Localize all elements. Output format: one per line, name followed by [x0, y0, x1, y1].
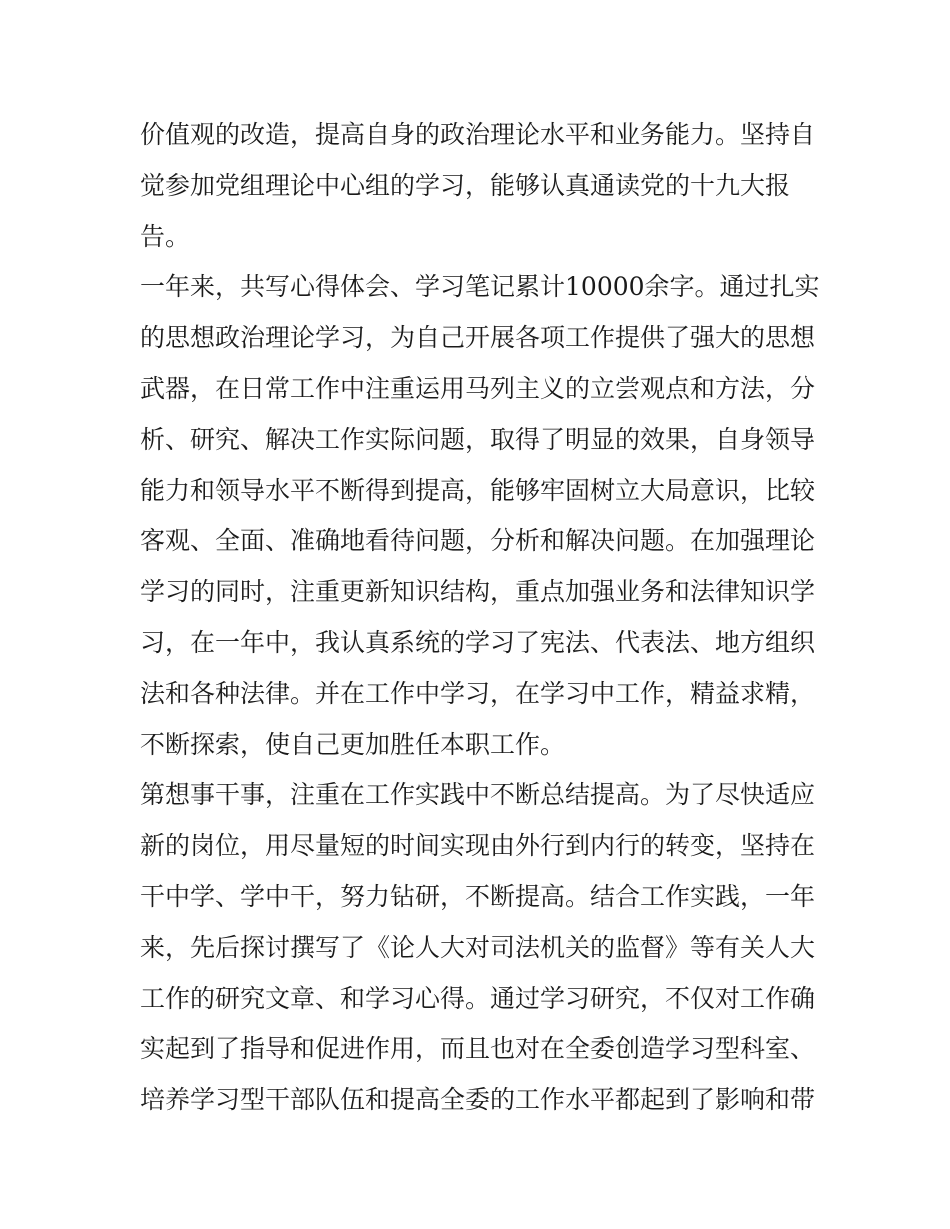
text-line: 第想事干事，注重在工作实践中不断总结提高。为了尽快适应 [140, 780, 816, 810]
text-line: 觉参加党组理论中心组的学习，能够认真通读党的十九大报 [140, 170, 791, 200]
text-line: 法和各种法律。并在工作中学习，在学习中工作，精益求精， [140, 678, 816, 708]
text-line: 培养学习型干部队伍和提高全委的工作水平都起到了影响和带 [140, 1085, 816, 1115]
text-line: 客观、全面、准确地看待问题，分析和解决问题。在加强理论 [140, 526, 816, 556]
body-text [140, 110, 820, 1126]
text-line: 新的岗位，用尽量短的时间实现由外行到内行的转变，坚持在 [140, 831, 816, 861]
text-line: 习，在一年中，我认真系统的学习了宪法、代表法、地方组织 [140, 627, 816, 657]
text-line: 实起到了指导和促进作用，而且也对在全委创造学习型科室、 [140, 1034, 816, 1064]
text-line: 不断探索，使自己更加胜任本职工作。 [140, 729, 566, 759]
text-line: 武器，在日常工作中注重运用马列主义的立尝观点和方法，分 [140, 373, 816, 403]
text-line: 的思想政治理论学习，为自己开展各项工作提供了强大的思想 [140, 323, 816, 353]
text-line: 价值观的改造，提高自身的政治理论水平和业务能力。坚持自 [140, 120, 816, 149]
text-line: 来，先后探讨撰写了《论人大对司法机关的监督》等有关人大 [140, 932, 816, 962]
text-line: 一年来，共写心得体会、学习笔记累计10000余字。通过扎实 [140, 272, 820, 302]
text-line: 能力和领导水平不断得到提高，能够牢固树立大局意识，比较 [140, 475, 816, 505]
text-line: 工作的研究文章、和学习心得。通过学习研究，不仅对工作确 [140, 983, 816, 1013]
text-line: 学习的同时，注重更新知识结构，重点加强业务和法律知识学 [140, 577, 816, 607]
text-line: 干中学、学中干，努力钻研，不断提高。结合工作实践，一年 [140, 881, 816, 911]
text-line: 析、研究、解决工作实际问题，取得了明显的效果，自身领导 [140, 424, 816, 454]
text-line: 告。 [140, 221, 191, 251]
